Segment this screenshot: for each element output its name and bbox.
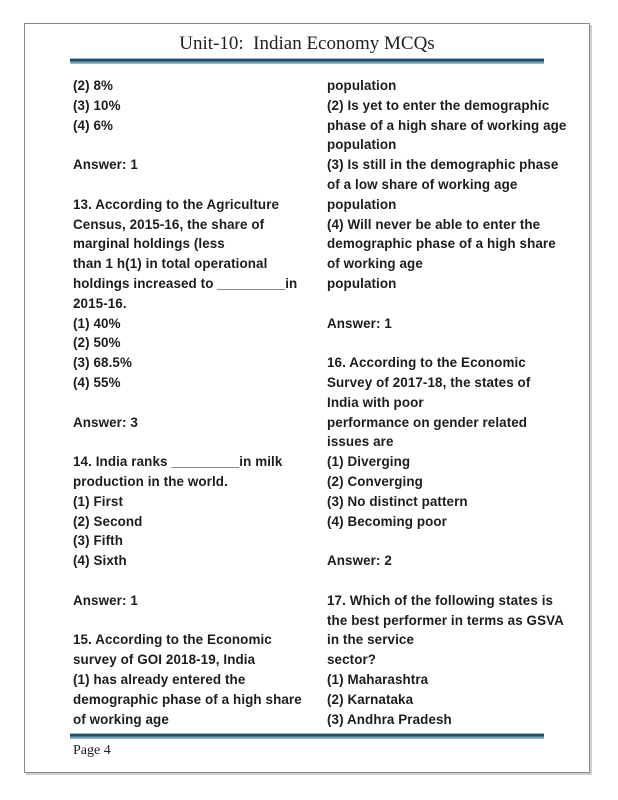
text-line: Answer: 1 [327,315,392,331]
text-line: holdings increased to _________in [73,275,298,291]
text-line: (4) Becoming poor [327,513,447,529]
text-line: population [327,196,397,212]
text-line: 15. According to the Economic [73,632,272,648]
text-line: (1) First [73,493,124,509]
text-line: (2) 8% [73,78,114,93]
text-column-left [73,76,327,729]
text-line: phase of a high share of working age [327,117,567,133]
page-header [25,32,589,64]
text-line: (4) Sixth [73,553,127,569]
text-line: (3) Andhra Pradesh [327,711,452,727]
text-line: Survey of 2017-18, the states of [327,374,531,390]
text-line: demographic phase of a high share [327,236,556,252]
text-line: (2) Converging [327,473,423,489]
text-line [73,611,327,631]
text-line [327,531,575,551]
document-page [24,23,590,773]
text-line: 17. Which of the following states is [327,592,554,608]
text-line: Answer: 1 [73,157,138,173]
text-line: of a low share of working age [327,176,518,192]
text-line: in the service [327,632,414,648]
text-line [327,294,575,314]
text-line: Census, 2015-16, the share of [73,216,265,232]
text-line: demographic phase of a high share [73,691,302,707]
text-line: (1) Maharashtra [327,671,429,687]
page-number: Page 4 [73,743,111,758]
text-line: Answer: 1 [73,592,138,608]
text-line [327,571,575,591]
text-line: (2) Is yet to enter the demographic [327,97,550,113]
text-line: than 1 h(1) in total operational [73,256,268,272]
text-line: (2) Second [73,513,143,529]
text-line [327,333,575,353]
text-line: the best performer in terms as GSVA [327,612,564,628]
text-line: India with poor [327,394,424,410]
text-line: 14. India ranks _________in milk [73,454,283,470]
text-line: of working age [73,711,169,727]
text-line: (2) 50% [73,335,121,351]
text-line: sector? [327,652,377,668]
text-line: performance on gender related [327,414,528,430]
text-line [73,432,327,452]
text-line: (1) 40% [73,315,121,331]
text-line: 16. According to the Economic [327,355,526,371]
text-line: (3) 10% [73,97,121,113]
text-line: marginal holdings (less [73,236,225,252]
text-line: population [327,275,397,291]
text-line [73,135,327,155]
text-line: 2015-16. [73,295,127,311]
text-line: (3) No distinct pattern [327,493,468,509]
text-line: 13. According to the Agriculture [73,196,280,212]
text-line [73,571,327,591]
text-line: (4) 6% [73,117,114,133]
text-line: (4) Will never be able to enter the [327,216,541,232]
text-line: (2) Karnataka [327,691,414,707]
text-line: (1) Diverging [327,454,411,470]
text-line: (3) 68.5% [73,355,132,371]
text-line: (1) has already entered the [73,671,246,687]
document-body [25,64,589,729]
text-line: Answer: 3 [73,414,138,430]
text-line: (4) 55% [73,374,121,390]
text-line: survey of GOI 2018-19, India [73,652,256,668]
page-title: Unit-10: Indian Economy MCQs [179,33,435,54]
text-line: issues are [327,434,394,450]
footer-rule [70,733,544,739]
text-line [73,393,327,413]
text-line: population [327,137,397,153]
page-footer [25,733,589,759]
text-line: Answer: 2 [327,553,392,569]
text-line: production in the world. [73,473,228,489]
text-line: population [327,78,397,93]
text-line: of working age [327,256,423,272]
text-line: (3) Fifth [73,533,123,549]
text-column-right [327,76,575,729]
text-line [73,175,327,195]
text-line: (3) Is still in the demographic phase [327,157,559,173]
